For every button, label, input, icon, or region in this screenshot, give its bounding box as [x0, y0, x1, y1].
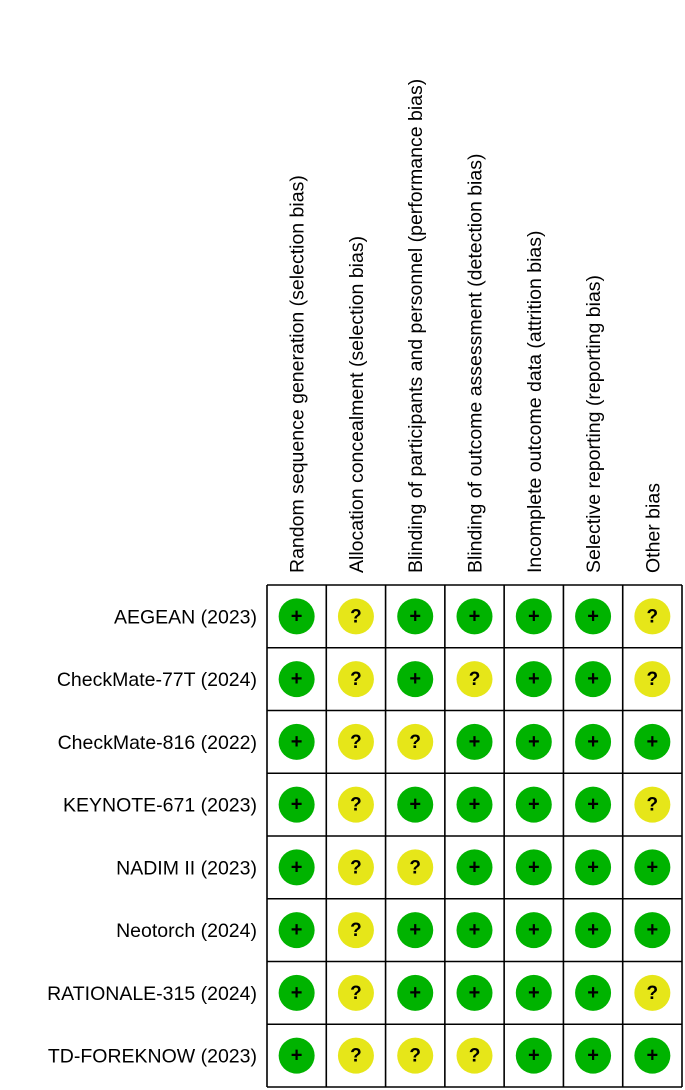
- cell-keynote-671-2023-col2-unclear: [338, 787, 374, 823]
- unclear-risk-symbol: ?: [646, 606, 659, 628]
- low-risk-symbol: +: [646, 919, 659, 942]
- cell-nadim-ii-2023-col4-low: [457, 849, 493, 885]
- grid: [267, 585, 682, 1087]
- row-label-aegean-2023: AEGEAN (2023): [113, 606, 257, 629]
- cell-td-foreknow-2023-col5-low: [516, 1038, 552, 1074]
- low-risk-symbol: +: [409, 793, 422, 816]
- row-label-nadim-ii-2023: NADIM II (2023): [116, 857, 257, 880]
- unclear-risk-symbol: ?: [350, 1045, 362, 1067]
- cell-aegean-2023-col7-unclear: [634, 598, 670, 634]
- cell-checkmate-77t-2024-col3-low: [397, 661, 433, 697]
- cell-checkmate-77t-2024-col5-low: [516, 661, 552, 697]
- cell-checkmate-816-2022-col1-low: [279, 724, 315, 760]
- cell-td-foreknow-2023-col1-low: [279, 1038, 315, 1074]
- cell-aegean-2023-col1-low: [279, 598, 315, 634]
- cell-checkmate-816-2022-col2-unclear: [338, 724, 374, 760]
- row-label-td-foreknow-2023: TD-FOREKNOW (2023): [47, 1045, 257, 1068]
- cell-td-foreknow-2023-col3-unclear: [397, 1038, 433, 1074]
- unclear-risk-symbol: ?: [350, 606, 362, 628]
- low-risk-symbol: +: [527, 793, 540, 816]
- unclear-risk-symbol: ?: [646, 794, 659, 816]
- low-risk-symbol: +: [646, 1044, 659, 1067]
- cell-checkmate-816-2022-col4-low: [457, 724, 493, 760]
- cell-aegean-2023-col5-low: [516, 598, 552, 634]
- cell-rationale-315-2024-col4-low: [457, 975, 493, 1011]
- low-risk-symbol: +: [468, 981, 481, 1004]
- column-label-7: Other bias: [642, 483, 665, 573]
- low-risk-symbol: +: [290, 793, 303, 816]
- low-risk-symbol: +: [409, 605, 422, 628]
- cell-rationale-315-2024-col6-low: [575, 975, 611, 1011]
- column-label-1: Random sequence generation (selection bias): [286, 175, 309, 573]
- row-label-checkmate-77t-2024: CheckMate-77T (2024): [56, 669, 257, 692]
- column-label-2: Allocation concealment (selection bias): [345, 235, 368, 573]
- cell-checkmate-816-2022-col5-low: [516, 724, 552, 760]
- low-risk-symbol: +: [527, 605, 540, 628]
- unclear-risk-symbol: ?: [350, 920, 362, 942]
- cell-rationale-315-2024-col3-low: [397, 975, 433, 1011]
- cell-checkmate-77t-2024-col7-unclear: [634, 661, 670, 697]
- cell-neotorch-2024-col2-unclear: [338, 912, 374, 948]
- cell-aegean-2023-col2-unclear: [338, 598, 374, 634]
- low-risk-symbol: +: [587, 919, 599, 942]
- cell-td-foreknow-2023-col7-low: [634, 1038, 670, 1074]
- low-risk-symbol: +: [290, 668, 303, 691]
- unclear-risk-symbol: ?: [350, 731, 362, 753]
- low-risk-symbol: +: [646, 856, 659, 879]
- cell-checkmate-77t-2024-col6-low: [575, 661, 611, 697]
- cell-nadim-ii-2023-col7-low: [634, 849, 670, 885]
- cell-keynote-671-2023-col5-low: [516, 787, 552, 823]
- cell-keynote-671-2023-col1-low: [279, 787, 315, 823]
- cell-rationale-315-2024-col2-unclear: [338, 975, 374, 1011]
- low-risk-symbol: +: [468, 730, 481, 753]
- unclear-risk-symbol: ?: [350, 794, 362, 816]
- low-risk-symbol: +: [587, 668, 599, 691]
- low-risk-symbol: +: [527, 856, 540, 879]
- cell-keynote-671-2023-col3-low: [397, 787, 433, 823]
- unclear-risk-symbol: ?: [646, 982, 659, 1004]
- low-risk-symbol: +: [468, 605, 481, 628]
- cell-checkmate-77t-2024-col1-low: [279, 661, 315, 697]
- low-risk-symbol: +: [527, 730, 540, 753]
- low-risk-symbol: +: [290, 605, 303, 628]
- low-risk-symbol: +: [527, 919, 540, 942]
- cell-aegean-2023-col6-low: [575, 598, 611, 634]
- low-risk-symbol: +: [409, 668, 422, 691]
- column-label-6: Selective reporting (reporting bias): [583, 274, 606, 573]
- unclear-risk-symbol: ?: [409, 731, 422, 753]
- unclear-risk-symbol: ?: [468, 1045, 481, 1067]
- unclear-risk-symbol: ?: [646, 669, 659, 691]
- low-risk-symbol: +: [290, 919, 303, 942]
- cell-neotorch-2024-col7-low: [634, 912, 670, 948]
- cell-aegean-2023-col3-low: [397, 598, 433, 634]
- row-labels: [47, 606, 257, 1067]
- column-label-3: Blinding of participants and personnel (performance bias): [405, 78, 428, 573]
- low-risk-symbol: +: [587, 1044, 599, 1067]
- cell-neotorch-2024-col6-low: [575, 912, 611, 948]
- cell-td-foreknow-2023-col6-low: [575, 1038, 611, 1074]
- low-risk-symbol: +: [290, 981, 303, 1004]
- column-label-4: Blinding of outcome assessment (detection bias): [464, 153, 487, 573]
- low-risk-symbol: +: [527, 668, 540, 691]
- cell-nadim-ii-2023-col5-low: [516, 849, 552, 885]
- cell-checkmate-77t-2024-col2-unclear: [338, 661, 374, 697]
- low-risk-symbol: +: [527, 1044, 540, 1067]
- cell-keynote-671-2023-col4-low: [457, 787, 493, 823]
- cell-neotorch-2024-col4-low: [457, 912, 493, 948]
- low-risk-symbol: +: [290, 856, 303, 879]
- cell-rationale-315-2024-col5-low: [516, 975, 552, 1011]
- cell-td-foreknow-2023-col2-unclear: [338, 1038, 374, 1074]
- row-label-keynote-671-2023: KEYNOTE-671 (2023): [62, 794, 257, 817]
- low-risk-symbol: +: [409, 919, 422, 942]
- low-risk-symbol: +: [587, 793, 599, 816]
- cell-checkmate-816-2022-col6-low: [575, 724, 611, 760]
- cell-td-foreknow-2023-col4-unclear: [457, 1038, 493, 1074]
- cell-rationale-315-2024-col1-low: [279, 975, 315, 1011]
- low-risk-symbol: +: [587, 981, 599, 1004]
- column-label-5: Incomplete outcome data (attrition bias): [523, 230, 546, 573]
- low-risk-symbol: +: [290, 730, 303, 753]
- cell-keynote-671-2023-col7-unclear: [634, 787, 670, 823]
- cell-checkmate-816-2022-col7-low: [634, 724, 670, 760]
- low-risk-symbol: +: [468, 856, 481, 879]
- cell-aegean-2023-col4-low: [457, 598, 493, 634]
- unclear-risk-symbol: ?: [468, 669, 481, 691]
- cell-checkmate-77t-2024-col4-unclear: [457, 661, 493, 697]
- column-labels: [287, 79, 665, 573]
- low-risk-symbol: +: [468, 919, 481, 942]
- cell-nadim-ii-2023-col2-unclear: [338, 849, 374, 885]
- cell-rationale-315-2024-col7-unclear: [634, 975, 670, 1011]
- unclear-risk-symbol: ?: [350, 857, 362, 879]
- cell-nadim-ii-2023-col1-low: [279, 849, 315, 885]
- unclear-risk-symbol: ?: [409, 857, 422, 879]
- low-risk-symbol: +: [409, 981, 422, 1004]
- low-risk-symbol: +: [587, 730, 599, 753]
- low-risk-symbol: +: [290, 1044, 303, 1067]
- cell-neotorch-2024-col3-low: [397, 912, 433, 948]
- row-label-checkmate-816-2022: CheckMate-816 (2022): [57, 731, 257, 754]
- low-risk-symbol: +: [527, 981, 540, 1004]
- low-risk-symbol: +: [587, 605, 599, 628]
- cell-neotorch-2024-col5-low: [516, 912, 552, 948]
- unclear-risk-symbol: ?: [350, 669, 362, 691]
- cell-neotorch-2024-col1-low: [279, 912, 315, 948]
- cell-nadim-ii-2023-col3-unclear: [397, 849, 433, 885]
- row-label-rationale-315-2024: RATIONALE-315 (2024): [47, 982, 257, 1005]
- low-risk-symbol: +: [468, 793, 481, 816]
- row-label-neotorch-2024: Neotorch (2024): [116, 920, 257, 943]
- low-risk-symbol: +: [587, 856, 599, 879]
- cell-nadim-ii-2023-col6-low: [575, 849, 611, 885]
- cell-checkmate-816-2022-col3-unclear: [397, 724, 433, 760]
- low-risk-symbol: +: [646, 730, 659, 753]
- unclear-risk-symbol: ?: [409, 1045, 422, 1067]
- unclear-risk-symbol: ?: [350, 982, 362, 1004]
- cell-keynote-671-2023-col6-low: [575, 787, 611, 823]
